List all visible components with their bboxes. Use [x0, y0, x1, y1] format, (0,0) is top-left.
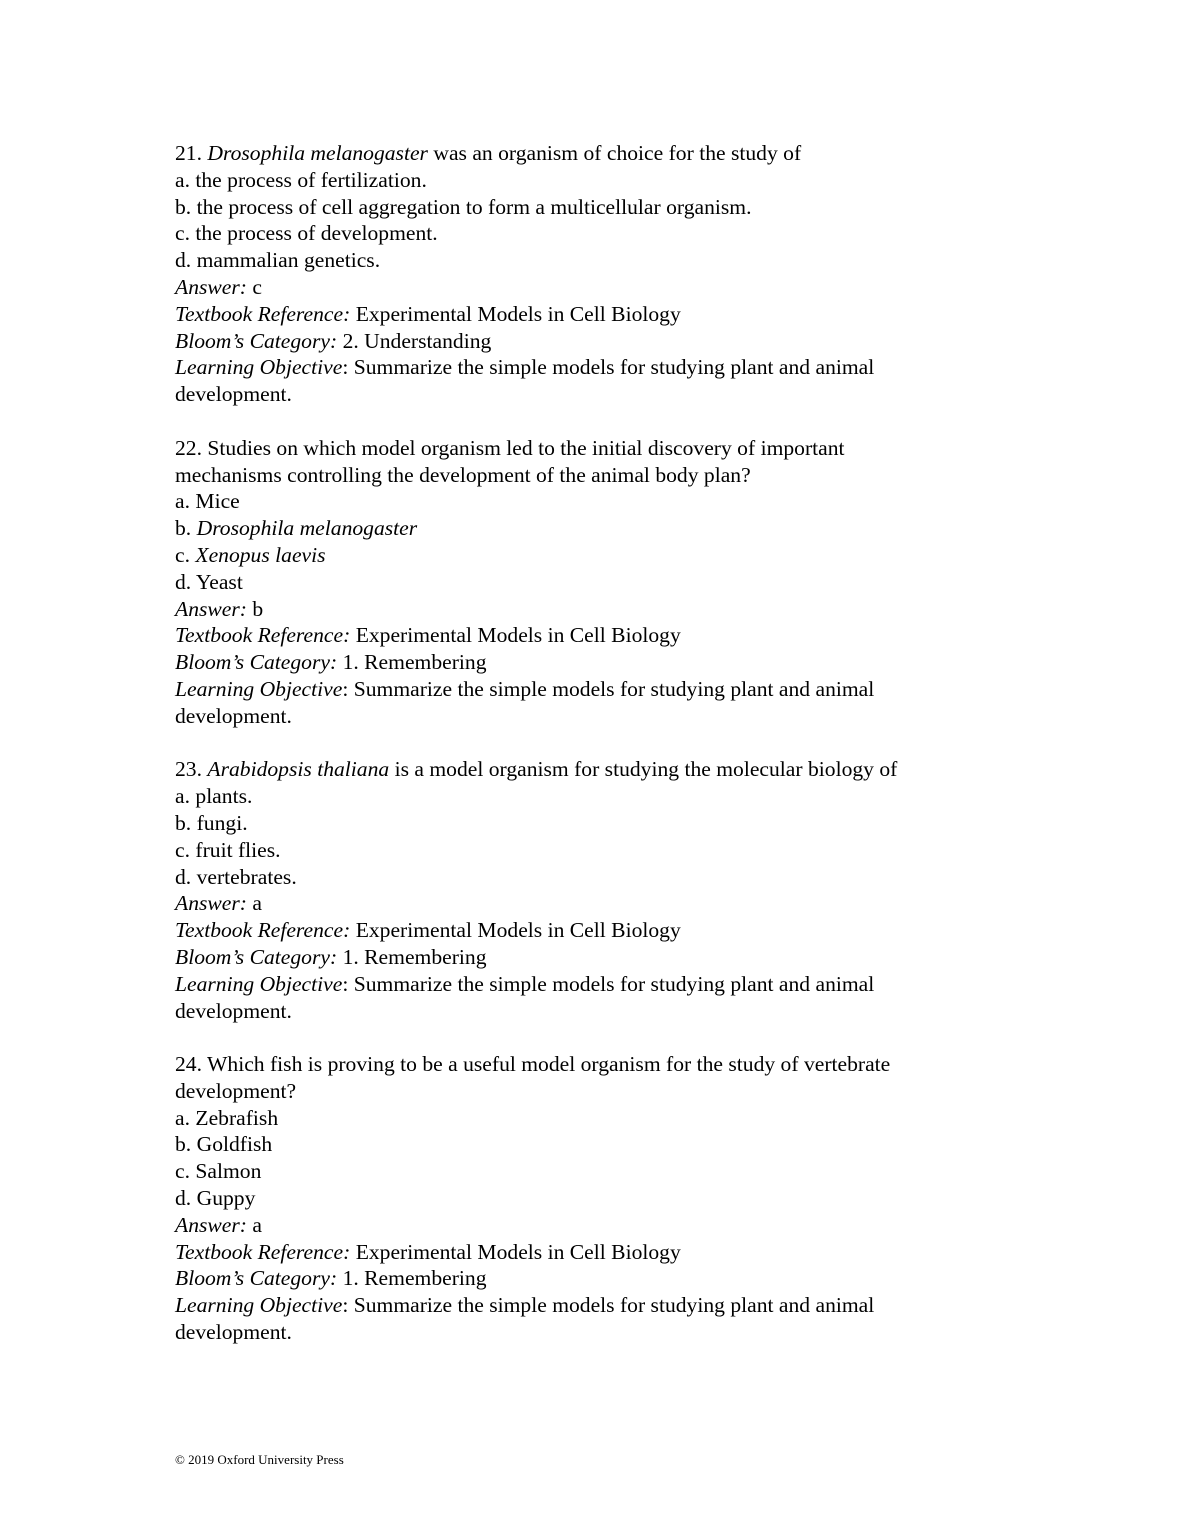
question-24 — [175, 1051, 1035, 1346]
textbook-reference-value: Experimental Models in Cell Biology — [355, 301, 681, 326]
answer-line — [175, 596, 1035, 623]
option-text: Zebrafish — [195, 1105, 279, 1130]
answer-value: c — [252, 274, 262, 299]
question-23 — [175, 756, 1035, 1024]
option-text: fruit flies. — [195, 837, 281, 862]
option-letter: a. — [175, 167, 190, 192]
option-letter: a. — [175, 784, 190, 809]
stem-species: Arabidopsis thaliana — [207, 757, 390, 782]
textbook-reference-label: Textbook Reference: — [175, 301, 351, 326]
option-letter: b. — [175, 516, 192, 541]
option-text: the process of fertilization. — [195, 167, 427, 192]
bloom-category-line — [175, 649, 1035, 676]
textbook-reference-label: Textbook Reference: — [175, 1239, 351, 1264]
option-d — [175, 864, 1035, 891]
option-letter: a. — [175, 489, 190, 514]
textbook-reference-line — [175, 622, 1035, 649]
learning-objective-label: Learning Objective — [175, 355, 343, 380]
bloom-category-line — [175, 328, 1035, 355]
bloom-category-label: Bloom’s Category: — [175, 1266, 338, 1291]
bloom-category-value: 2. Understanding — [342, 328, 492, 353]
bloom-category-value: 1. Remembering — [342, 1266, 487, 1291]
option-letter: b. — [175, 1132, 192, 1157]
textbook-reference-value: Experimental Models in Cell Biology — [355, 918, 681, 943]
document-body — [175, 140, 1035, 1373]
option-c — [175, 837, 1035, 864]
textbook-reference-line — [175, 1239, 1035, 1266]
option-letter: d. — [175, 1186, 192, 1211]
option-letter: c. — [175, 221, 190, 246]
learning-objective-value: : Summarize the simple models for studying plant and animal — [342, 676, 875, 701]
question-22 — [175, 435, 1035, 730]
question-number: 22. — [175, 435, 202, 460]
option-b — [175, 1131, 1035, 1158]
learning-objective-value: : Summarize the simple models for studying plant and animal — [342, 971, 875, 996]
option-d — [175, 569, 1035, 596]
answer-line — [175, 274, 1035, 301]
learning-objective-line-2: development. — [175, 382, 292, 407]
option-d — [175, 247, 1035, 274]
learning-objective-line-2: development. — [175, 1320, 292, 1345]
question-number: 23. — [175, 757, 202, 782]
textbook-reference-label: Textbook Reference: — [175, 918, 351, 943]
option-text: vertebrates. — [196, 864, 297, 889]
answer-label: Answer: — [175, 1212, 247, 1237]
option-text: Goldfish — [196, 1132, 273, 1157]
option-a — [175, 1105, 1035, 1132]
stem-species: Drosophila melanogaster — [207, 141, 428, 165]
question-21 — [175, 140, 1035, 408]
option-text: Xenopus laevis — [195, 542, 326, 567]
option-text: mammalian genetics. — [196, 248, 381, 273]
option-b — [175, 194, 1035, 221]
textbook-reference-line — [175, 917, 1035, 944]
question-stem — [175, 435, 1035, 462]
answer-label: Answer: — [175, 274, 247, 299]
answer-value: a — [252, 1212, 262, 1237]
learning-objective-line — [175, 676, 1035, 703]
stem-text: was an organism of choice for the study of — [427, 141, 802, 165]
option-letter: d. — [175, 864, 192, 889]
option-letter: d. — [175, 248, 192, 273]
answer-label: Answer: — [175, 596, 247, 621]
option-letter: b. — [175, 810, 192, 835]
textbook-reference-value: Experimental Models in Cell Biology — [355, 1239, 681, 1264]
option-text: the process of development. — [195, 221, 438, 246]
option-letter: c. — [175, 837, 190, 862]
bloom-category-line — [175, 944, 1035, 971]
learning-objective-line — [175, 971, 1035, 998]
bloom-category-value: 1. Remembering — [342, 944, 487, 969]
learning-objective-value: : Summarize the simple models for studying plant and animal — [342, 355, 875, 380]
question-stem — [175, 756, 1035, 783]
question-number: 24. — [175, 1052, 202, 1077]
option-text: the process of cell aggregation to form a multicellular organism. — [196, 194, 752, 219]
learning-objective-line — [175, 354, 1035, 381]
learning-objective-label: Learning Objective — [175, 676, 343, 701]
option-letter: c. — [175, 542, 190, 567]
option-d — [175, 1185, 1035, 1212]
option-letter: c. — [175, 1159, 190, 1184]
option-letter: a. — [175, 1105, 190, 1130]
learning-objective-value: : Summarize the simple models for studying plant and animal — [342, 1293, 875, 1318]
option-text: Drosophila melanogaster — [196, 516, 418, 541]
option-b — [175, 515, 1035, 542]
option-c — [175, 220, 1035, 247]
textbook-reference-value: Experimental Models in Cell Biology — [355, 623, 681, 648]
learning-objective-line-2: development. — [175, 703, 292, 728]
answer-label: Answer: — [175, 891, 247, 916]
answer-line — [175, 1212, 1035, 1239]
stem-text: is a model organism for studying the molecular biology of — [389, 757, 898, 782]
bloom-category-value: 1. Remembering — [342, 650, 487, 675]
question-number: 21. — [175, 141, 202, 165]
stem-text: Which fish is proving to be a useful model organism for the study of vertebrate — [207, 1052, 891, 1077]
option-b — [175, 810, 1035, 837]
option-a — [175, 167, 1035, 194]
textbook-reference-line — [175, 301, 1035, 328]
option-text: Yeast — [195, 569, 243, 594]
bloom-category-label: Bloom’s Category: — [175, 328, 338, 353]
bloom-category-line — [175, 1265, 1035, 1292]
question-stem — [175, 140, 1035, 167]
bloom-category-label: Bloom’s Category: — [175, 650, 338, 675]
learning-objective-line — [175, 1292, 1035, 1319]
learning-objective-line-2: development. — [175, 998, 292, 1023]
option-a — [175, 488, 1035, 515]
option-letter: b. — [175, 194, 192, 219]
option-text: plants. — [195, 784, 253, 809]
option-text: Guppy — [196, 1186, 256, 1211]
option-text: Mice — [195, 489, 240, 514]
copyright-footer: © 2019 Oxford University Press — [175, 1452, 344, 1467]
answer-value: b — [252, 596, 264, 621]
option-text: fungi. — [196, 810, 248, 835]
question-stem — [175, 1051, 1035, 1078]
option-c — [175, 542, 1035, 569]
answer-line — [175, 890, 1035, 917]
question-stem-line-2: development? — [175, 1078, 297, 1103]
learning-objective-label: Learning Objective — [175, 1293, 343, 1318]
stem-text: Studies on which model organism led to the initial discovery of important — [207, 435, 845, 460]
option-c — [175, 1158, 1035, 1185]
option-letter: d. — [175, 569, 192, 594]
option-text: Salmon — [195, 1159, 262, 1184]
learning-objective-label: Learning Objective — [175, 971, 343, 996]
question-stem-line-2: mechanisms controlling the development of the animal body plan? — [175, 462, 751, 487]
option-a — [175, 783, 1035, 810]
bloom-category-label: Bloom’s Category: — [175, 944, 338, 969]
answer-value: a — [252, 891, 262, 916]
textbook-reference-label: Textbook Reference: — [175, 623, 351, 648]
